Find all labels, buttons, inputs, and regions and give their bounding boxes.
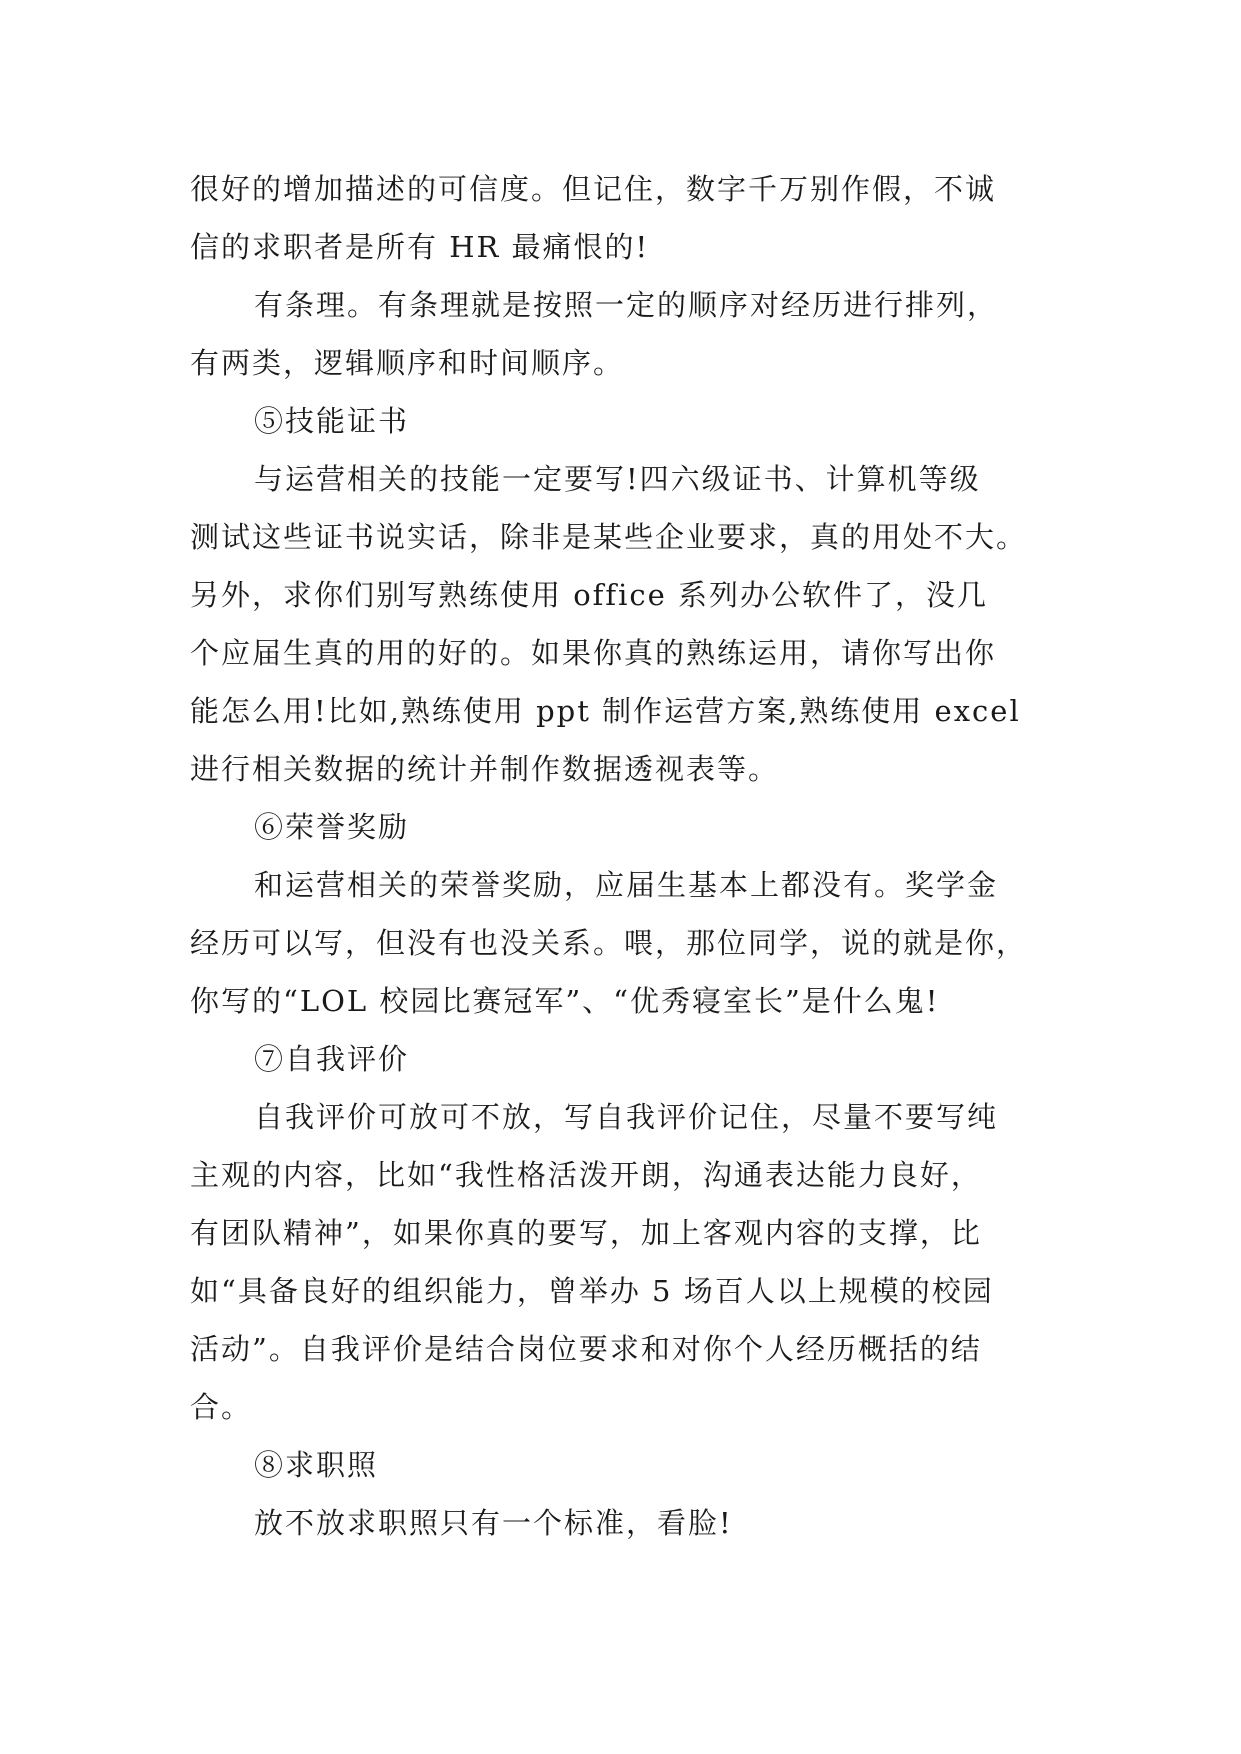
text-line: 个应届生真的用的好的。如果你真的熟练运用，请你写出你 (190, 636, 997, 670)
text-line: 与运营相关的技能一定要写!四六级证书、计算机等级 (254, 462, 981, 496)
text-line: 如“具备良好的组织能力，曾举办 5 场百人以上规模的校园 (190, 1274, 994, 1308)
text-line: 有团队精神”，如果你真的要写，加上客观内容的支撑，比 (190, 1216, 982, 1250)
text-line: 自我评价可放可不放，写自我评价记住，尽量不要写纯 (254, 1100, 999, 1134)
text-line: 合。 (190, 1390, 253, 1424)
text-line: 很好的增加描述的可信度。但记住，数字千万别作假，不诚 (190, 172, 997, 206)
text-line: 放不放求职照只有一个标准，看脸! (254, 1506, 733, 1540)
text-line: 进行相关数据的统计并制作数据透视表等。 (190, 752, 780, 786)
text-line: 能怎么用!比如,熟练使用 ppt 制作运营方案,熟练使用 excel (190, 694, 1021, 728)
text-line: 活动”。自我评价是结合岗位要求和对你个人经历概括的结 (190, 1332, 982, 1366)
section-heading-honors: ⑥荣誉奖励 (254, 810, 410, 844)
text-line: 经历可以写，但没有也没关系。喂，那位同学，说的就是你， (190, 926, 1028, 960)
document-body (190, 160, 1060, 1552)
text-line: 有条理。有条理就是按照一定的顺序对经历进行排列， (254, 288, 999, 322)
text-line: 测试这些证书说实话，除非是某些企业要求，真的用处不大。 (190, 520, 1028, 554)
text-line: 主观的内容，比如“我性格活泼开朗，沟通表达能力良好， (190, 1158, 982, 1192)
text-line: 你写的“LOL 校园比赛冠军”、“优秀寝室长”是什么鬼! (190, 984, 940, 1018)
section-heading-skills: ⑤技能证书 (254, 404, 410, 438)
section-heading-job-photo: ⑧求职照 (254, 1448, 379, 1482)
text-line: 信的求职者是所有 HR 最痛恨的! (190, 230, 650, 264)
section-heading-self-evaluation: ⑦自我评价 (254, 1042, 410, 1076)
text-line: 和运营相关的荣誉奖励，应届生基本上都没有。奖学金 (254, 868, 999, 902)
text-line: 有两类，逻辑顺序和时间顺序。 (190, 346, 625, 380)
text-line: 另外，求你们别写熟练使用 office 系列办公软件了，没几 (190, 578, 989, 612)
